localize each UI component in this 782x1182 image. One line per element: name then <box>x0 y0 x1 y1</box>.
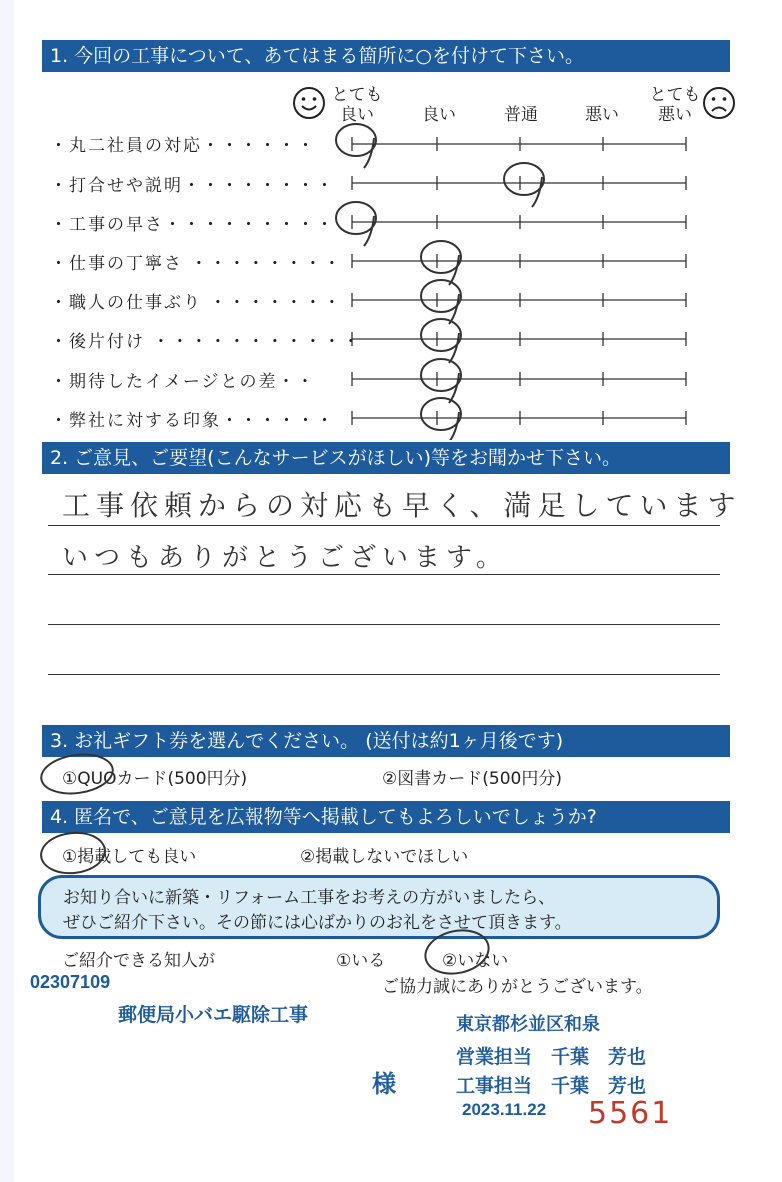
gift-option-tosho[interactable]: ②図書カード(500円分) <box>382 769 562 789</box>
publish-option-no[interactable]: ②掲載しないでほしい <box>300 847 469 867</box>
question-label-5: ・後片付け ・・・・・・・・・・・ <box>50 332 362 352</box>
selection-circle <box>421 319 461 351</box>
customer-honorific: 様 <box>372 1071 396 1098</box>
scale-label-3: 悪い <box>585 105 619 125</box>
scale-label-1: 良い <box>422 105 456 125</box>
gift-option-quo[interactable]: ①QUOカード(500円分) <box>62 769 248 789</box>
question-label-2: ・工事の早さ・・・・・・・・・ <box>50 215 335 235</box>
selection-circle <box>336 124 376 156</box>
referral-line-2: ぜひご紹介下さい。その節には心ばかりのお礼をさせて頂きます。 <box>63 913 572 933</box>
question-label-1: ・打合せや説明・・・・・・・・ <box>50 176 335 196</box>
referral-line-1: お知り合いに新築・リフォーム工事をお考えの方がいましたら、 <box>63 888 556 908</box>
selection-circle <box>421 398 461 430</box>
scale-top-0: とても <box>331 85 383 105</box>
section2-title: 2. ご意見、ご要望(こんなサービスがほしい)等をお聞かせ下さい。 <box>42 442 730 474</box>
form-number: 5561 <box>588 1096 673 1131</box>
referral-option-yes[interactable]: ①いる <box>336 951 386 971</box>
thanks-text: ご協力誠にありがとうございます。 <box>382 977 653 997</box>
publish-option-yes[interactable]: ①掲載しても良い <box>62 847 197 867</box>
scale-label-2: 普通 <box>504 105 538 125</box>
question-label-3: ・仕事の丁寧さ ・・・・・・・・ <box>50 254 343 274</box>
stamp-date: 2023.11.22 <box>462 1100 547 1119</box>
referral-option-no[interactable]: ②いない <box>442 951 509 971</box>
selection-circle <box>504 163 544 195</box>
section4-title: 4. 匿名で、ご意見を広報物等へ掲載してもよろしいでしょうか? <box>42 801 730 833</box>
selection-circle <box>336 202 376 234</box>
sales-rep: 営業担当 千葉 芳也 <box>456 1047 647 1068</box>
referral-box <box>38 875 720 939</box>
question-label-4: ・職人の仕事ぶり ・・・・・・・ <box>50 293 343 313</box>
comment-rule-3 <box>48 624 720 625</box>
scale-label-0: 良い <box>340 105 374 125</box>
customer-project: 郵便局小バエ駆除工事 <box>118 1005 309 1026</box>
scale-label-4: 悪い <box>658 105 692 125</box>
question-label-6: ・期待したイメージとの差・・ <box>50 372 316 392</box>
question-label-7: ・弊社に対する印象・・・・・・ <box>50 411 335 431</box>
comment-rule-4 <box>48 674 720 675</box>
comment-rule-1 <box>48 525 720 526</box>
office-address: 東京都杉並区和泉 <box>456 1014 600 1034</box>
comment-line-1: 工事依頼からの対応も早く、満足しています <box>62 489 742 522</box>
rating-scales <box>0 0 782 440</box>
section3-title: 3. お礼ギフト券を選んでください。 (送付は約1ヶ月後です) <box>42 725 730 757</box>
selection-circle <box>421 280 461 312</box>
works-rep: 工事担当 千葉 芳也 <box>456 1076 647 1097</box>
section1-title: 1. 今回の工事について、あてはまる箇所に○を付けて下さい。 <box>42 40 730 72</box>
selection-circle <box>421 241 461 273</box>
customer-id: 02307109 <box>30 972 111 992</box>
selection-circle <box>421 359 461 391</box>
comment-rule-2 <box>48 574 720 575</box>
comment-line-2: いつもありがとうございます。 <box>62 543 508 573</box>
referral-question: ご紹介できる知人が <box>62 951 215 971</box>
scale-top-4: とても <box>649 85 701 105</box>
question-label-0: ・丸二社員の対応・・・・・・ <box>50 136 316 156</box>
publish-selected-circle <box>38 829 108 878</box>
